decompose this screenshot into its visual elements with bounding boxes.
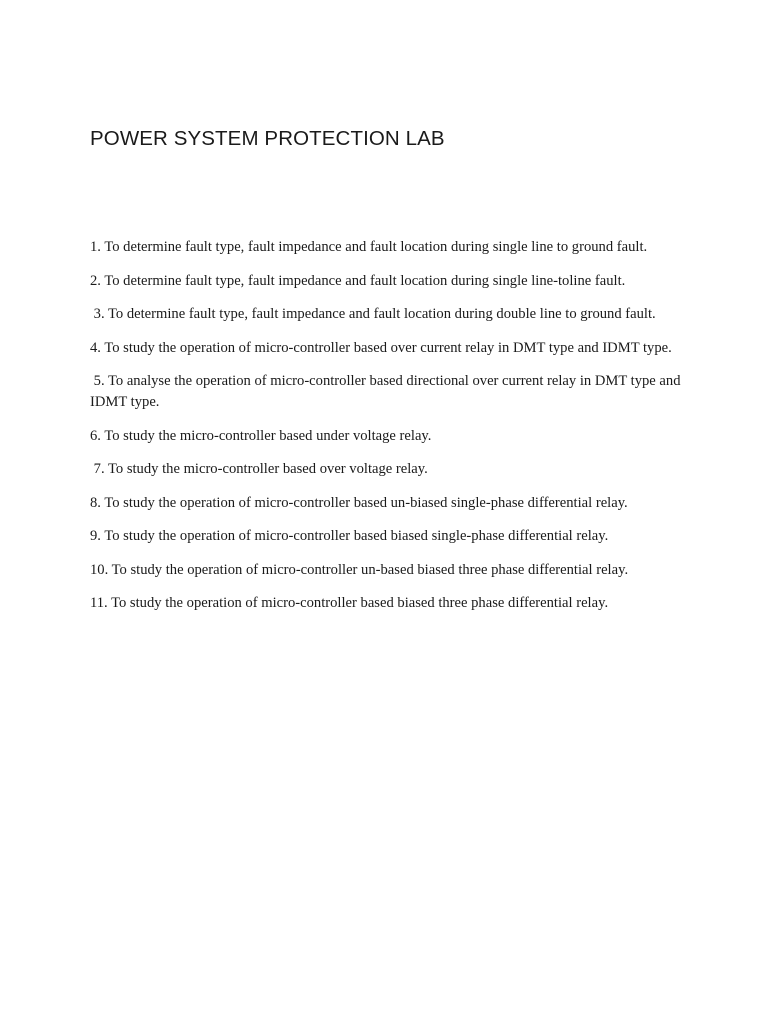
list-item: 2. To determine fault type, fault impedance and fault location during single line-toline fault. (90, 272, 626, 289)
list-item: 5. To analyse the operation of micro-controller based directional over current relay in DMT type and IDMT type. (90, 373, 685, 410)
list-item: 7. To study the micro-controller based over voltage relay. (90, 461, 428, 477)
list-item: 8. To study the operation of micro-controller based un-biased single-phase differential relay. (90, 494, 628, 511)
list-item: 11. To study the operation of micro-controller based biased three phase differential relay. (90, 595, 609, 611)
list-item: 10. To study the operation of micro-controller un-based biased three phase differential relay. (90, 561, 629, 578)
list-item: 1. To determine fault type, fault impedance and fault location during single line to ground fault. (90, 239, 648, 255)
list-item: 3. To determine fault type, fault impedance and fault location during double line to ground fault. (90, 306, 656, 322)
list-item: 9. To study the operation of micro-controller based biased single-phase differential relay. (90, 528, 609, 544)
experiment-list (90, 237, 690, 627)
list-item: 6. To study the micro-controller based under voltage relay. (90, 427, 432, 444)
list-item: 4. To study the operation of micro-controller based over current relay in DMT type and IDMT type. (90, 339, 672, 356)
page-title: POWER SYSTEM PROTECTION LAB (90, 127, 445, 150)
